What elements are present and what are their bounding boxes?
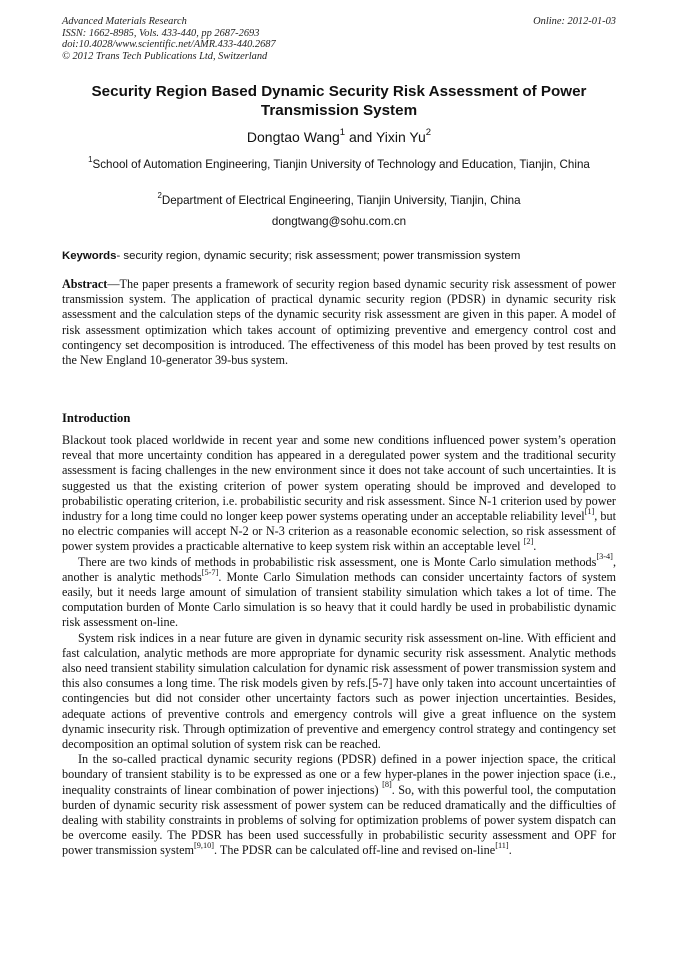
online-date: Online: 2012-01-03	[533, 16, 616, 27]
author-sup: 2	[425, 126, 432, 138]
affiliation-text: Department of Electrical Engineering, Tianjin University, Tianjin, China	[161, 194, 521, 207]
paper-title: Security Region Based Dynamic Security Risk Assessment of Power Transmission System	[91, 83, 587, 119]
copyright-line: © 2012 Trans Tech Publications Ltd, Switzerland	[62, 50, 268, 62]
text: . So, with this powerful tool, the computation burden of dynamic security risk assessment of power system can be reduced dramatically and the difficulties of dealing with stability constraints in problems of solving for optimization problems of power system dispatch can be overcome easily. The PDSR has been used successfully in probabilistic security assessment and OPF for power transmission system	[62, 782, 616, 858]
text: .	[508, 843, 512, 858]
text: . Monte Carlo Simulation methods can consider uncertainty factors of system easily, but it needs large amount of simulation of transient stability simulation which takes a lot of time. The computation burden of Monte Carlo simulation is so heavy that it could hardly be used in probabilistic dynamic risk assessment on-line.	[62, 569, 616, 630]
author-name: Dongtao Wang	[246, 129, 340, 145]
paragraph	[62, 752, 616, 858]
text: , another is analytic methods	[62, 554, 616, 584]
doi-line: doi:10.4028/www.scientific.net/AMR.433-440.2687	[62, 39, 276, 51]
paragraph: System risk indices in a near future are given in dynamic security risk assessment on-line. With efficient and fast calculation, analytic methods are more appropriate for dynamic security risk assessment. Analytic methods also need transient stability simulation calculation for dynamic risk assessment of power transmission system and this also consumes a long time. The risk models given by refs.[5-7] have only taken into account uncertainties of contingencies but did not consider other uncertainty factors such as power injection uncertainties. Besides, adequate actions of preventive controls and emergency controls will give a great influence on the system dynamic insecurity risk. Through optimization of preventive and emergency control strategy and contingency set decomposition an optimal solution of system risk can be reached.	[62, 630, 616, 752]
section-heading: Introduction	[62, 411, 131, 425]
introduction-body	[62, 433, 616, 859]
author-conjunction: and	[345, 129, 376, 145]
author-name: Yixin Yu	[375, 129, 426, 145]
author-sup: 1	[339, 126, 346, 138]
text: .	[533, 539, 537, 554]
citation: [8]	[382, 780, 392, 790]
paragraph	[62, 552, 616, 631]
keywords-text: - security region, dynamic security; risk assessment; power transmission system	[116, 250, 521, 262]
citation: [5-7]	[201, 567, 219, 577]
abstract	[62, 277, 616, 368]
text: . The PDSR can be calculated off-line and revised on-line	[214, 843, 496, 858]
affiliation-1	[78, 154, 600, 172]
keywords-label: Keywords	[62, 250, 117, 262]
text: In the so-called practical dynamic security regions (PDSR) defined in a power injection space, the critical boundary of transient stability is to be expressed as one or a few hyper-planes in the power injection space (i.e., inequality constraints of linear combination of power injections)	[62, 752, 616, 797]
citation: [3-4]	[596, 552, 613, 562]
citation: [1]	[584, 506, 595, 516]
keywords	[62, 249, 616, 263]
text: There are two kinds of methods in probabilistic risk assessment, one is Monte Carlo simulation methods	[78, 554, 597, 569]
text: , but no electric companies will accept N-2 or N-3 criterion as a reasonable economic selection, so risk assessment of power system provides a practicable alternative to keep system risk within an acceptable level	[62, 509, 616, 554]
affiliation-sup: 2	[157, 190, 162, 200]
citation: [11]	[495, 841, 509, 851]
affiliation-sup: 1	[88, 154, 93, 164]
citation: [9,10]	[194, 841, 215, 851]
issn-line: ISSN: 1662-8985, Vols. 433-440, pp 2687-2693	[62, 27, 260, 39]
abstract-text: —The paper presents a framework of security region based dynamic security risk assessment of power transmission system. The application of practical dynamic security region (PDSR) in dynamic security risk assessment and the calculation steps of the dynamic security risk assessment are given in this paper. A model of risk assessment optimization which takes account of optimizing preventive and emergency control cost and contingency set decomposition is introduced. The effectiveness of this model has been proved by test results on the New England 10-generator 39-bus system.	[62, 277, 616, 368]
abstract-label: Abstract	[62, 277, 108, 291]
affiliation-text: School of Automation Engineering, Tianjin University of Technology and Education, Tianjin, China	[92, 158, 590, 171]
citation: [2]	[523, 537, 534, 547]
text: Blackout took placed worldwide in recent year and some new conditions influenced power system’s operation reveal that more uncertainty condition has appeared in a deregulated power system and the traditional security assessment is facing challenges in the new environment since it does not take account of such uncertainties. It is suggested us that the existing criterion of power system operating should be improved and developed to probabilistic operating criterion, i.e. probabilistic security and risk assessment. Since N-1 criterion used by power industry for a long time could no longer keep power systems operating under an acceptable reliability level	[62, 433, 616, 524]
author-line	[62, 126, 616, 146]
affiliation-2	[62, 190, 616, 208]
journal-header	[62, 16, 616, 62]
journal-name: Advanced Materials Research	[62, 16, 187, 27]
paragraph	[62, 433, 616, 555]
author-email: dongtwang@sohu.com.cn	[271, 215, 407, 228]
